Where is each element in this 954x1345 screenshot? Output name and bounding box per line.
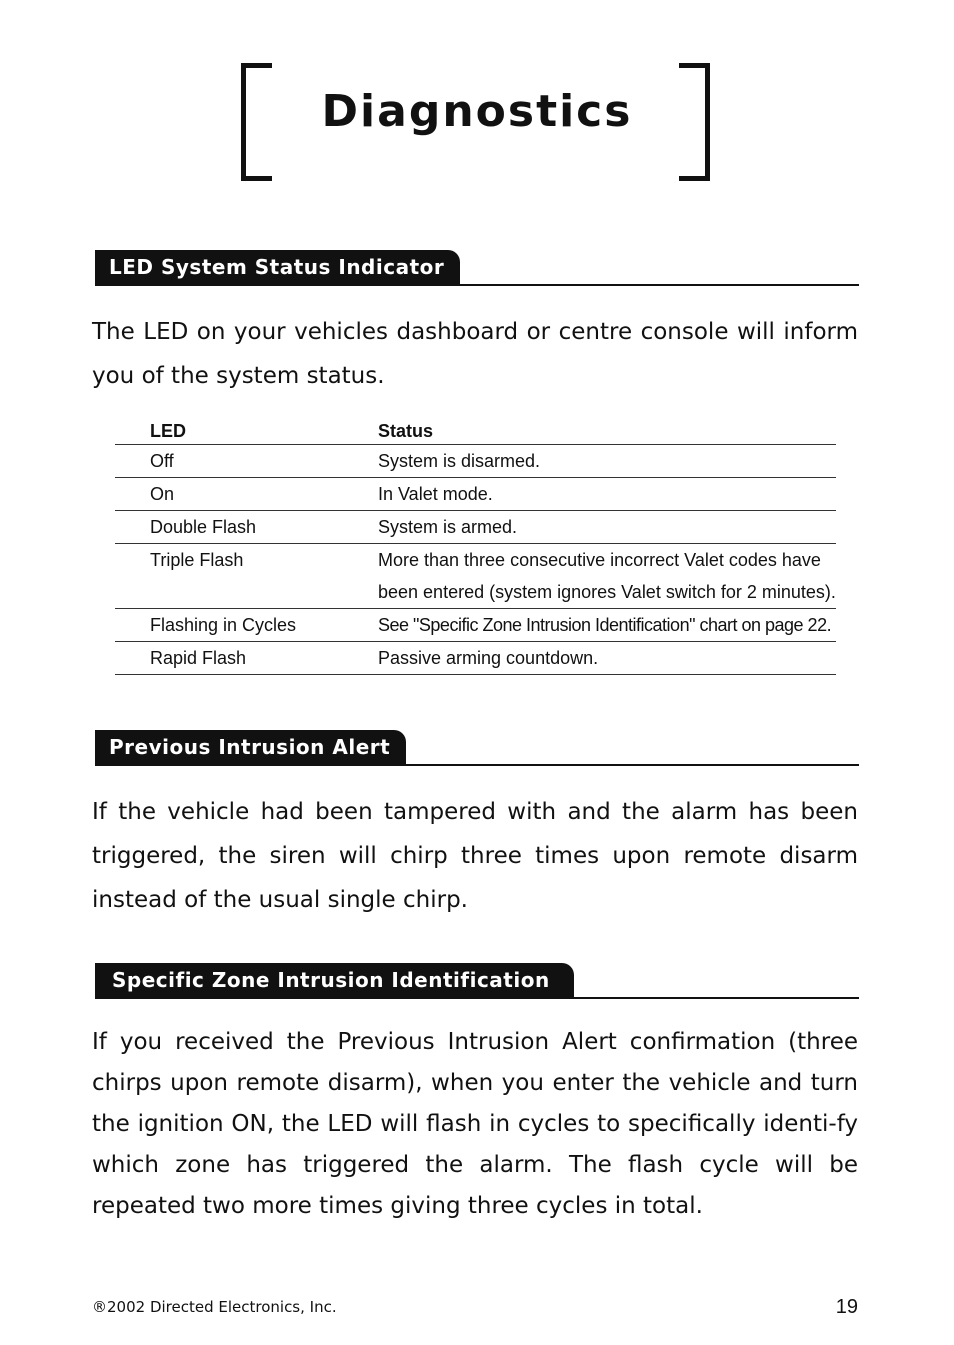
section-heading-label: Previous Intrusion Alert bbox=[95, 730, 406, 766]
column-header-led: LED bbox=[115, 418, 378, 445]
led-status-table bbox=[115, 418, 836, 675]
led-cell: Rapid Flash bbox=[150, 648, 247, 668]
status-cell: More than three consecutive incorrect Valet codes have been entered (system ignores Valet switch for 2 minutes). bbox=[378, 550, 836, 602]
table-row bbox=[115, 445, 836, 478]
section-heading-label: Specific Zone Intrusion Identification bbox=[95, 963, 574, 999]
section-heading-previous-intrusion bbox=[95, 730, 859, 766]
section-rule bbox=[95, 997, 859, 999]
led-cell: Off bbox=[150, 451, 174, 471]
table-row bbox=[115, 544, 836, 609]
copyright-notice: ®2002 Directed Electronics, Inc. bbox=[92, 1298, 337, 1316]
status-cell: Passive arming countdown. bbox=[378, 648, 599, 668]
section-heading-led-status bbox=[95, 250, 859, 286]
led-status-intro: The LED on your vehicles dashboard or centre console will inform you of the system status. bbox=[92, 319, 858, 389]
previous-intrusion-text: If the vehicle had been tampered with and the alarm has been triggered, the siren will chirp three times upon remote disarm instead of the usual single chirp. bbox=[92, 799, 858, 913]
section-heading-label: LED System Status Indicator bbox=[95, 250, 460, 286]
section-rule bbox=[95, 284, 859, 286]
section-rule bbox=[95, 764, 859, 766]
led-cell: Double Flash bbox=[150, 517, 257, 537]
led-cell: Triple Flash bbox=[150, 550, 244, 570]
table-header-row bbox=[115, 418, 836, 445]
page-number: 19 bbox=[835, 1296, 858, 1318]
status-cell: See "Specific Zone Intrusion Identification" chart on page 22. bbox=[378, 615, 832, 635]
table-row bbox=[115, 642, 836, 675]
table-row bbox=[115, 511, 836, 544]
page-title: Diagnostics bbox=[321, 86, 633, 137]
table-row bbox=[115, 478, 836, 511]
status-cell: System is disarmed. bbox=[378, 451, 541, 471]
section-heading-specific-zone bbox=[95, 963, 859, 999]
led-cell: Flashing in Cycles bbox=[150, 615, 297, 635]
table-row bbox=[115, 609, 836, 642]
column-header-status: Status bbox=[378, 418, 836, 445]
status-cell: In Valet mode. bbox=[378, 484, 493, 504]
specific-zone-text: If you received the Previous Intrusion Alert confirmation (three chirps upon remote disarm), when you enter the vehicle and turn the ignition ON, the LED will flash in cycles to specifically identi-fy which zone has triggered the alarm. The flash cycle will be repeated two more times giving three cycles in total. bbox=[92, 1029, 858, 1219]
status-cell: System is armed. bbox=[378, 517, 518, 537]
led-cell: On bbox=[150, 484, 175, 504]
